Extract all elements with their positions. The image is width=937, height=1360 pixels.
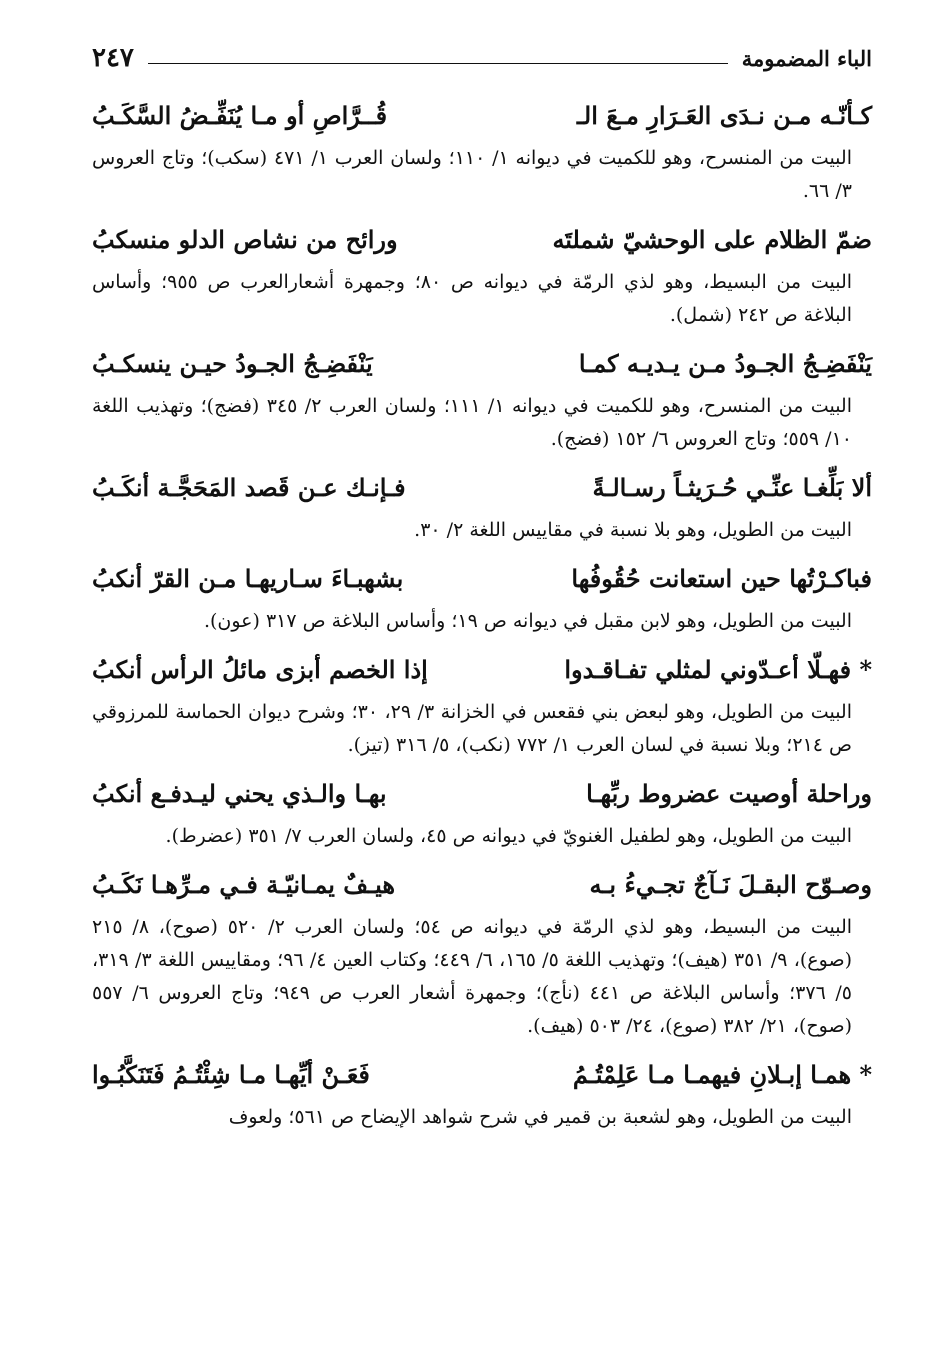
verse-entry xyxy=(92,861,872,1043)
second-hemistich: فـإنـك عـن قَصد المَحَجَّـة أنكَـبُ xyxy=(92,473,406,502)
verse-entry xyxy=(92,555,872,638)
verse-line xyxy=(92,1051,872,1099)
verse-entry xyxy=(92,92,872,208)
verse-line xyxy=(92,861,872,909)
first-hemistich: يَنْفَضِـجُ الجـودُ مـن يـديـه كمـا xyxy=(578,349,872,378)
second-hemistich: قُــرَّاصِ أو مـا يُنَفِّـضُ السَّكَـبُ xyxy=(92,101,388,130)
verse-line xyxy=(92,646,872,694)
verse-entry xyxy=(92,770,872,853)
second-hemistich: بهـا والـذي يحني ليـدفـع أنكبُ xyxy=(92,779,387,808)
verse-footnote: البيت من البسيط، وهو لذي الرمّة في ديوانه ص ٥٤؛ ولسان العرب ٢/ ٥٢٠ (صوح)، ٨/ ٢١٥ (صوع)، ٩/ ٣٥١ (هيف)؛ وتهذيب اللغة ٥/ ١٦٥، ٦/ ٤٤٩؛ وكتاب العين ٤/ ٩٦؛ ومقاييس اللغة ٣/ ٣١٩، ٥/ ٣٧٦؛ وأساس البلاغة ص ٤٤١ (نأج)؛ وجمهرة أشعار العرب ص ٩٤٩؛ وتاج العروس ٦/ ٥٥٧ (صوح)، ٢١/ ٣٨٢ (صوع)، ٢٤/ ٥٠٣ (هيف). xyxy=(92,916,853,1037)
verse-footnote: البيت من الطويل، وهو بلا نسبة في مقاييس اللغة ٢/ ٣٠. xyxy=(414,519,852,541)
first-hemistich: ألا بَلِّغـا عنِّـي حُـرَيثـاً رسـالـةً xyxy=(592,473,872,502)
verse-footnote: البيت من الطويل، وهو لابن مقبل في ديوانه ص ١٩؛ وأساس البلاغة ص ٣١٧ (عون). xyxy=(203,610,852,632)
running-title: الباء المضمومة xyxy=(741,45,872,71)
verse-footnote: البيت من المنسرح، وهو للكميت في ديوانه ١/ ١١١؛ ولسان العرب ٢/ ٣٤٥ (فضج)؛ وتهذيب اللغة ١٠/ ٥٥٩؛ وتاج العروس ٦/ ١٥٢ (فضج). xyxy=(92,395,852,450)
verse-line xyxy=(92,555,872,603)
verse-line xyxy=(92,464,872,512)
first-hemistich: * فهـلّا أعـدّوني لمثلي تفـاقـدوا xyxy=(564,655,872,684)
verse-footnote: البيت من الطويل، وهو لبعض بني فقعس في الخزانة ٣/ ٢٩، ٣٠؛ وشرح ديوان الحماسة للمرزوقي ص ٢١٤؛ وبلا نسبة في لسان العرب ١/ ٧٧٢ (نكب)، ٥/ ٣١٦ (تيز). xyxy=(92,701,852,756)
verse-entry xyxy=(92,340,872,456)
first-hemistich: وصـوّح البقـلَ نَـآجٌ تجـيءُ بـه xyxy=(589,870,872,899)
verse-footnote: البيت من المنسرح، وهو للكميت في ديوانه ١/ ١١٠؛ ولسان العرب ١/ ٤٧١ (سكب)؛ وتاج العروس ٣/ ٦٦. xyxy=(92,147,852,202)
first-hemistich: وراحلة أوصيت عضروط ربِّهـا xyxy=(586,779,872,808)
verse-line xyxy=(92,340,872,388)
verse-line xyxy=(92,92,872,140)
page-number: ٢٤٧ xyxy=(92,43,134,73)
verse-footnote: البيت من الطويل، وهو لشعبة بن قمير في شرح شواهد الإيضاح ص ٥٦١؛ ولعوف xyxy=(228,1106,852,1128)
verse-entry xyxy=(92,464,872,547)
page-body xyxy=(92,92,872,1142)
first-hemistich: فباكـرْتُها حين استعانت حُقُوفُها xyxy=(571,564,872,593)
first-hemistich: ضمّ الظلام على الوحشيّ شملتَه xyxy=(552,225,872,254)
second-hemistich: يَنْفَضِـجُ الجـودُ حيـن ينسكـبُ xyxy=(92,349,373,378)
header-rule xyxy=(148,53,728,64)
second-hemistich: بشهبـاءَ سـاريهـا مـن القرّ أنكبُ xyxy=(92,564,404,593)
second-hemistich: فَعَـنْ أيِّهـا مـا شِئْتُـمُ فَتَنَكَّبُـوا xyxy=(92,1060,370,1089)
second-hemistich: إذا الخصم أبزى مائلُ الرأس أنكبُ xyxy=(92,655,428,684)
verse-line xyxy=(92,216,872,264)
second-hemistich: ورائح من نشاص الدلو منسكبُ xyxy=(92,225,398,254)
verse-entry xyxy=(92,1051,872,1134)
verse-line xyxy=(92,770,872,818)
first-hemistich: * همـا إبـلانِ فيهمـا مـا عَلِمْتُـمُ xyxy=(572,1060,872,1089)
verse-entry xyxy=(92,216,872,332)
page-header xyxy=(92,38,872,78)
second-hemistich: هيـفٌ يمـانيّـة فـي مـرِّهـا نَكَـبُ xyxy=(92,870,396,899)
verse-entry xyxy=(92,646,872,762)
verse-footnote: البيت من الطويل، وهو لطفيل الغنويّ في ديوانه ص ٤٥، ولسان العرب ٧/ ٣٥١ (عضرط). xyxy=(165,825,852,847)
first-hemistich: كـأنّـه مـن نـدَى العَـرَارِ مـعَ الـ xyxy=(576,101,872,130)
verse-footnote: البيت من البسيط، وهو لذي الرمّة في ديوانه ص ٨٠؛ وجمهرة أشعارالعرب ص ٩٥٥؛ وأساس البلاغة ص ٢٤٢ (شمل). xyxy=(92,271,853,326)
